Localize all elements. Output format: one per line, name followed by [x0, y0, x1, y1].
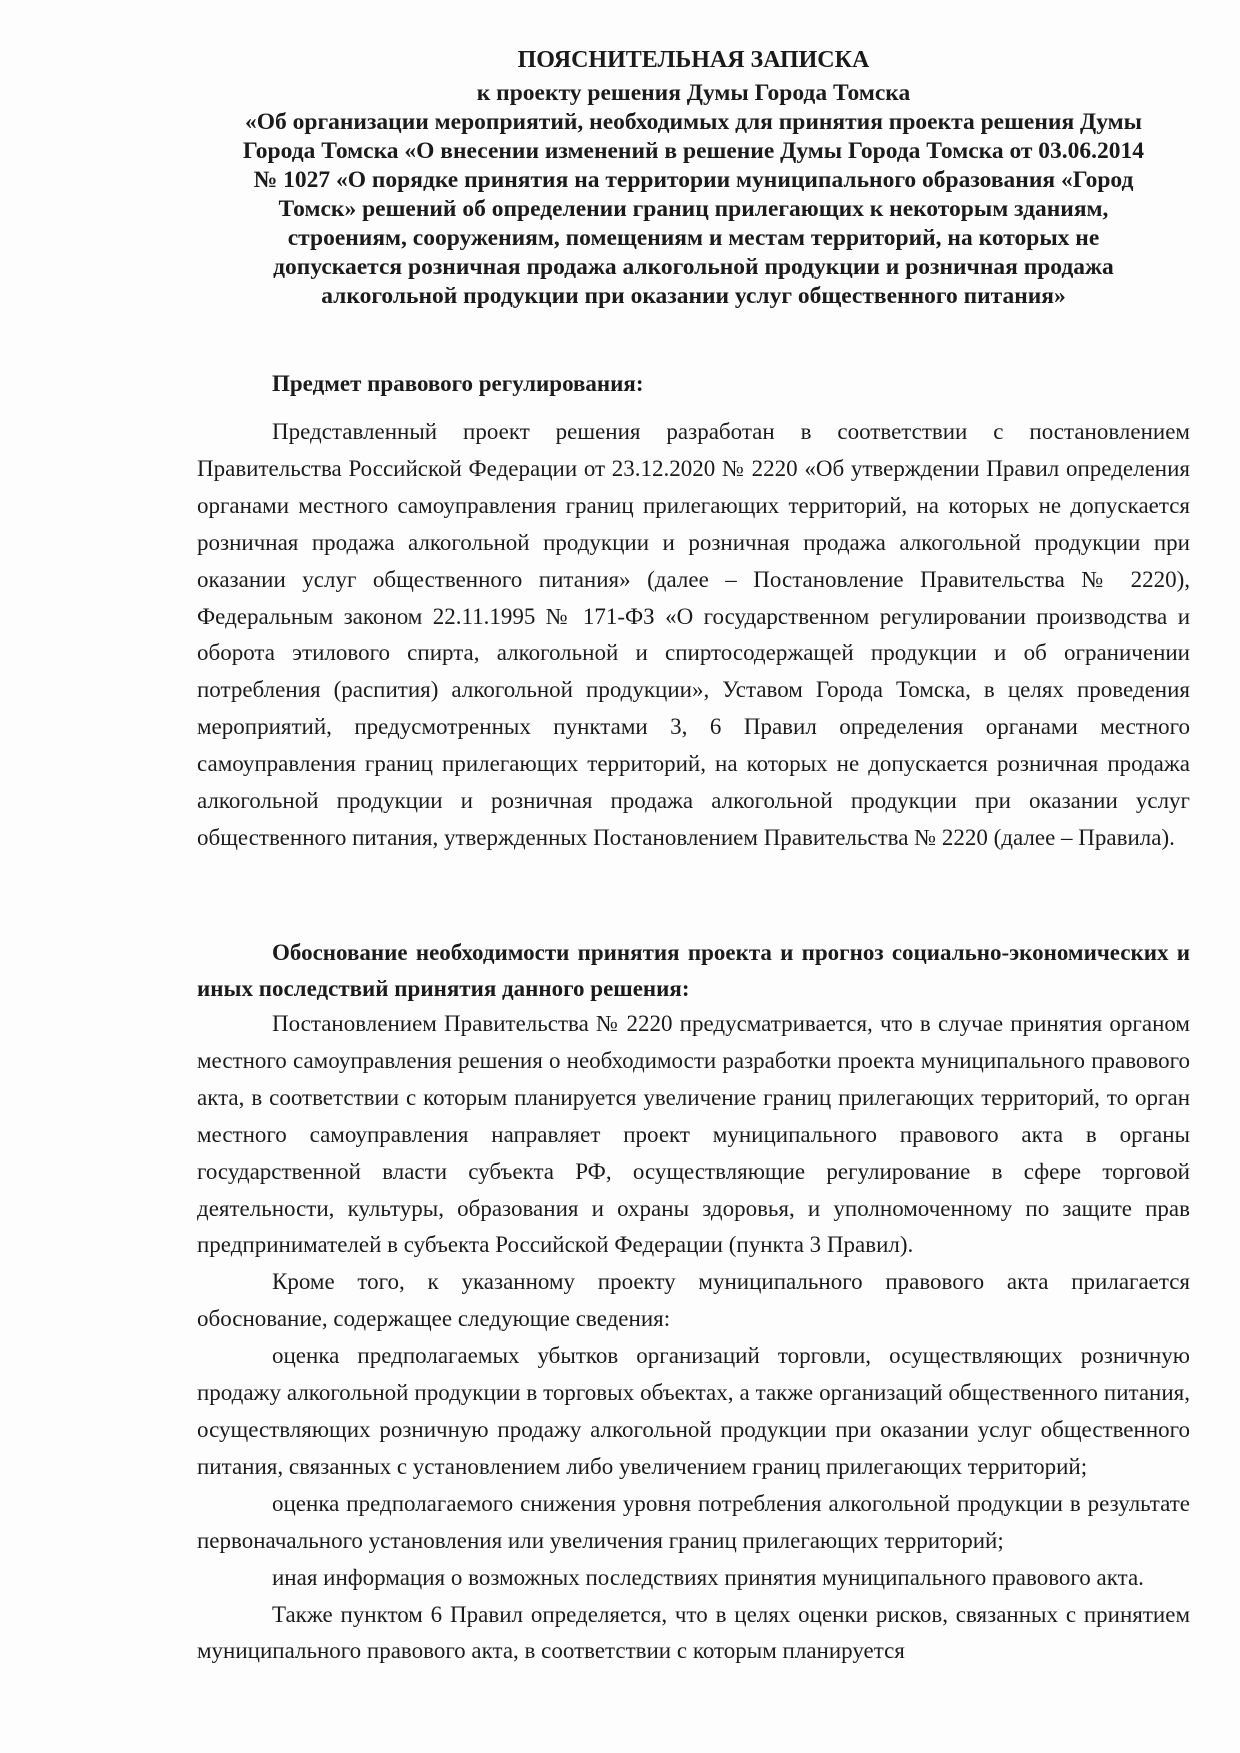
header-line: допускается розничная продажа алкогольной продукции и розничная продажа	[273, 254, 1114, 280]
paragraph: иная информация о возможных последствиях принятия муниципального правового акта.	[272, 1564, 1144, 1590]
document-subtitle: к проекту решения Думы Города Томска	[476, 80, 911, 106]
paragraph: оценка предполагаемых убытков организаций торговли, осуществляющих розничную продажу алкогольной продукции в торговых объектах, а также организаций общественного питания, осуществляющих розничную продажу алкогольной продукции при оказании услуг общественного питания, связанных с установлением либо увеличением границ прилегающих территорий;	[197, 1343, 1190, 1479]
header-line: «Об организации мероприятий, необходимых для принятия проекта решения Думы	[245, 109, 1142, 135]
justification-body	[197, 1006, 1190, 1670]
header-line: алкогольной продукции при оказании услуг общественного питания»	[321, 283, 1066, 309]
paragraph-subject: Представленный проект решения разработан в соответствии с постановлением Правительства Российской Федерации от 23.12.2020 № 2220 «Об утверждении Правил определения органами местного самоуправления границ прилегающих территорий, на которых не допускается розничная продажа алкогольной продукции и розничная продажа алкогольной продукции при оказании услуг общественного питания» (далее – Постановление Правительства № 2220), Федеральным законом 22.11.1995 № 171-ФЗ «О государственном регулировании производства и оборота этилового спирта, алкогольной и спиртосодержащей продукции и об ограничении потребления (распития) алкогольной продукции», Уставом Города Томска, в целях проведения мероприятий, предусмотренных пунктами 3, 6 Правил определения органами местного самоуправления границ прилегающих территорий, на которых не допускается розничная продажа алкогольной продукции и розничная продажа алкогольной продукции при оказании услуг общественного питания, утвержденных Постановлением Правительства № 2220 (далее – Правила).	[197, 419, 1190, 850]
header-line: Города Томска «О внесении изменений в решение Думы Города Томска от 03.06.2014	[242, 138, 1145, 164]
section-heading-subject: Предмет правового регулирования:	[272, 371, 644, 396]
header-line: строениям, сооружениям, помещениям и местам территорий, на которых не	[287, 225, 1100, 251]
header-line: № 1027 «О порядке принятия на территории муниципального образования «Город	[253, 167, 1134, 193]
paragraph: Постановлением Правительства № 2220 предусматривается, что в случае принятия органом местного самоуправления решения о необходимости разработки проекта муниципального правового акта, в соответствии с которым планируется увеличение границ прилегающих территорий, то орган местного самоуправления направляет проект муниципального правового акта в органы государственной власти субъекта РФ, осуществляющие регулирование в сфере торговой деятельности, культуры, образования и охраны здоровья, и уполномоченному по защите прав предпринимателей в субъекта Российской Федерации (пункта 3 Правил).	[197, 1011, 1190, 1258]
document-content	[197, 46, 1190, 1664]
document-header	[197, 46, 1190, 311]
section-heading-justification: Обоснование необходимости принятия проекта и прогноз социально-экономических и иных последствий принятия данного решения:	[197, 940, 1190, 1001]
paragraph: Кроме того, к указанному проекту муниципального правового акта прилагается обоснование, содержащее следующие сведения:	[197, 1269, 1190, 1332]
document-title: ПОЯСНИТЕЛЬНАЯ ЗАПИСКА	[517, 47, 870, 73]
header-line: Томск» решений об определении границ прилегающих к некоторым зданиям,	[278, 196, 1109, 222]
paragraph: Также пунктом 6 Правил определяется, что в целях оценки рисков, связанных с принятием муниципального правового акта, в соответствии с которым планируется	[197, 1601, 1190, 1664]
paragraph: оценка предполагаемого снижения уровня потребления алкогольной продукции в результате первоначального установления или увеличения границ прилегающих территорий;	[197, 1490, 1190, 1553]
